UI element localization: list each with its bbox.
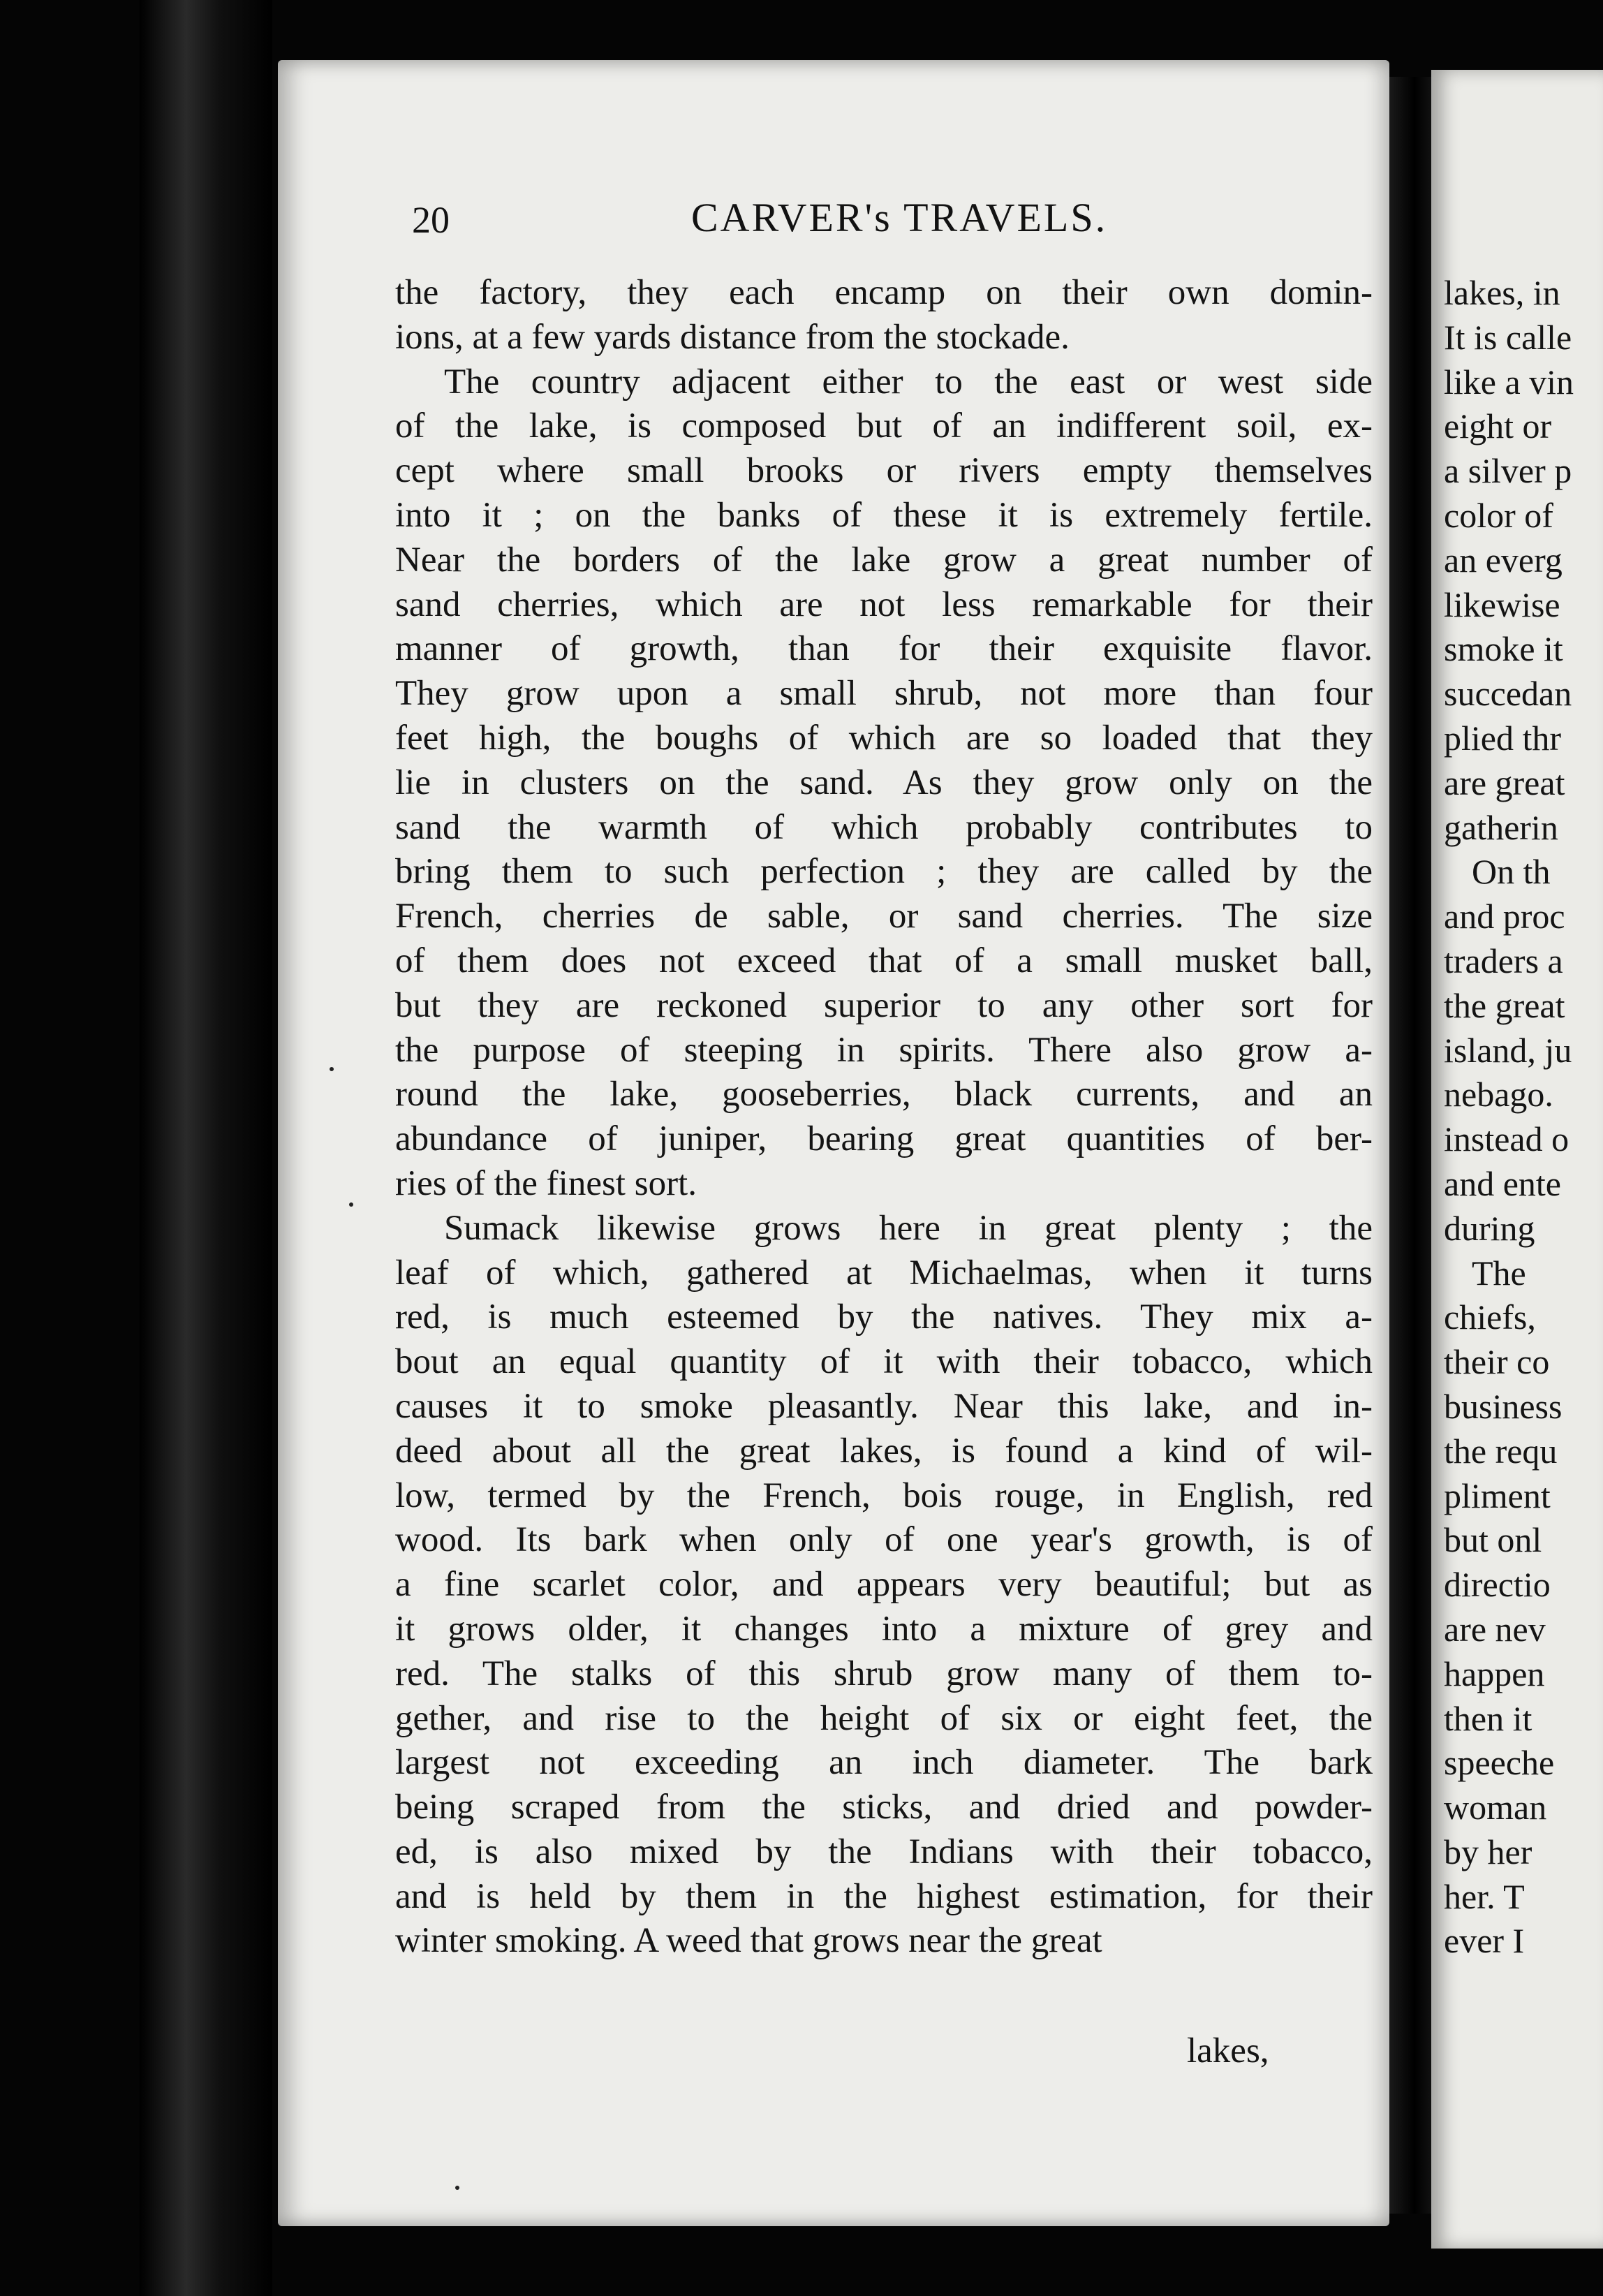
text-line: pliment bbox=[1444, 1476, 1551, 1515]
text-line: They grow upon a small shrub, not more than four bbox=[395, 674, 1373, 714]
text-line: a silver p bbox=[1444, 451, 1572, 491]
text-line: deed about all the great lakes, is found a kind of wil- bbox=[395, 1431, 1373, 1471]
text-line: the purpose of steeping in spirits. There also grow a- bbox=[395, 1030, 1373, 1070]
book-binding bbox=[140, 0, 272, 2296]
text-line: are great bbox=[1444, 763, 1565, 802]
page-number: 20 bbox=[412, 199, 450, 241]
text-line: sand the warmth of which probably contributes to bbox=[395, 807, 1373, 847]
text-line: the great bbox=[1444, 985, 1565, 1025]
text-line: her. T bbox=[1444, 1876, 1525, 1916]
text-line: woman bbox=[1444, 1788, 1547, 1827]
text-line: by her bbox=[1444, 1832, 1532, 1871]
text-line: round the lake, gooseberries, black currents, and an bbox=[395, 1075, 1373, 1114]
text-line: but they are reckoned superior to any other sort for bbox=[395, 985, 1373, 1025]
text-line: nebago. bbox=[1444, 1075, 1553, 1114]
text-line: feet high, the boughs of which are so loaded that they bbox=[395, 718, 1373, 758]
text-line: eight or bbox=[1444, 406, 1552, 446]
text-line: abundance of juniper, bearing great quantities of ber- bbox=[395, 1119, 1373, 1159]
text-line: an everg bbox=[1444, 540, 1563, 580]
text-line: The country adjacent either to the east or west side bbox=[444, 362, 1373, 402]
page-gutter bbox=[1389, 77, 1431, 2214]
text-line: gether, and rise to the height of six or eight feet, the bbox=[395, 1698, 1373, 1738]
text-line: ever I bbox=[1444, 1921, 1525, 1961]
text-line: French, cherries de sable, or sand cherries. The size bbox=[395, 897, 1373, 936]
text-line: The bbox=[1472, 1253, 1526, 1293]
text-line: and ente bbox=[1444, 1163, 1561, 1203]
right-page-partial-text bbox=[1444, 271, 1603, 1964]
text-line: being scraped from the sticks, and dried and powder- bbox=[395, 1788, 1373, 1827]
text-line: ed, is also mixed by the Indians with their tobacco, bbox=[395, 1832, 1373, 1871]
text-line: into it ; on the banks of these it is extremely fertile. bbox=[395, 495, 1373, 535]
text-line: smoke it bbox=[1444, 629, 1563, 669]
text-line: and proc bbox=[1444, 897, 1565, 936]
running-title: CARVER's TRAVELS. bbox=[691, 195, 1108, 240]
running-head bbox=[412, 194, 1375, 250]
text-line: lakes, in bbox=[1444, 273, 1560, 312]
text-line: happen bbox=[1444, 1654, 1545, 1693]
text-line: causes it to smoke pleasantly. Near this lake, and in- bbox=[395, 1386, 1373, 1426]
text-line: then it bbox=[1444, 1698, 1532, 1738]
text-line: and is held by them in the highest estimation, for their bbox=[395, 1876, 1373, 1916]
text-line: manner of growth, than for their exquisite flavor. bbox=[395, 629, 1373, 669]
text-line: ions, at a few yards distance from the stockade. bbox=[395, 317, 1070, 357]
text-line: cept where small brooks or rivers empty themselves bbox=[395, 451, 1373, 491]
text-line: speeche bbox=[1444, 1743, 1555, 1783]
text-line: a fine scarlet color, and appears very beautiful; but as bbox=[395, 1565, 1373, 1605]
text-line: but onl bbox=[1444, 1520, 1542, 1560]
text-line: chiefs, bbox=[1444, 1297, 1536, 1337]
left-page-body-text bbox=[395, 271, 1373, 1964]
text-line: traders a bbox=[1444, 941, 1563, 980]
text-line: wood. Its bark when only of one year's growth, is of bbox=[395, 1520, 1373, 1560]
text-line: during bbox=[1444, 1208, 1535, 1248]
text-line: it grows older, it changes into a mixture of grey and bbox=[395, 1609, 1373, 1649]
text-line: of the lake, is composed but of an indifferent soil, ex- bbox=[395, 406, 1373, 446]
text-line: their co bbox=[1444, 1342, 1550, 1382]
text-line: like a vin bbox=[1444, 362, 1574, 402]
catchword: lakes, bbox=[1187, 2031, 1269, 2070]
text-line: business bbox=[1444, 1386, 1563, 1426]
text-line: of them does not exceed that of a small musket ball, bbox=[395, 941, 1373, 980]
print-speck bbox=[330, 1067, 334, 1071]
print-speck bbox=[349, 1202, 353, 1207]
text-line: directio bbox=[1444, 1565, 1551, 1605]
text-line: island, ju bbox=[1444, 1030, 1572, 1070]
text-line: are nev bbox=[1444, 1609, 1546, 1649]
text-line: the factory, they each encamp on their own domin- bbox=[395, 273, 1373, 312]
text-line: Near the borders of the lake grow a great number of bbox=[395, 540, 1373, 580]
text-line: largest not exceeding an inch diameter. The bark bbox=[395, 1743, 1373, 1783]
text-line: succedan bbox=[1444, 674, 1572, 714]
text-line: red. The stalks of this shrub grow many of them to- bbox=[395, 1654, 1373, 1693]
text-line: the requ bbox=[1444, 1431, 1558, 1471]
text-line: bout an equal quantity of it with their tobacco, which bbox=[395, 1342, 1373, 1382]
text-line: red, is much esteemed by the natives. They mix a- bbox=[395, 1297, 1373, 1337]
text-line: low, termed by the French, bois rouge, in English, red bbox=[395, 1476, 1373, 1515]
text-line: ries of the finest sort. bbox=[395, 1163, 697, 1203]
text-line: It is calle bbox=[1444, 317, 1572, 357]
text-line: likewise bbox=[1444, 584, 1560, 624]
text-line: instead o bbox=[1444, 1119, 1569, 1159]
text-line: bring them to such perfection ; they are called by the bbox=[395, 852, 1373, 892]
text-line: color of bbox=[1444, 495, 1553, 535]
text-line: plied thr bbox=[1444, 718, 1562, 758]
text-line: leaf of which, gathered at Michaelmas, when it turns bbox=[395, 1253, 1373, 1293]
text-line: lie in clusters on the sand. As they grow only on the bbox=[395, 763, 1373, 802]
print-speck bbox=[455, 2186, 459, 2190]
text-line: winter smoking. A weed that grows near the great bbox=[395, 1921, 1102, 1961]
text-line: gatherin bbox=[1444, 807, 1558, 847]
text-line: Sumack likewise grows here in great plenty ; the bbox=[444, 1208, 1373, 1248]
text-line: sand cherries, which are not less remarkable for their bbox=[395, 584, 1373, 624]
text-line: On th bbox=[1472, 852, 1551, 892]
